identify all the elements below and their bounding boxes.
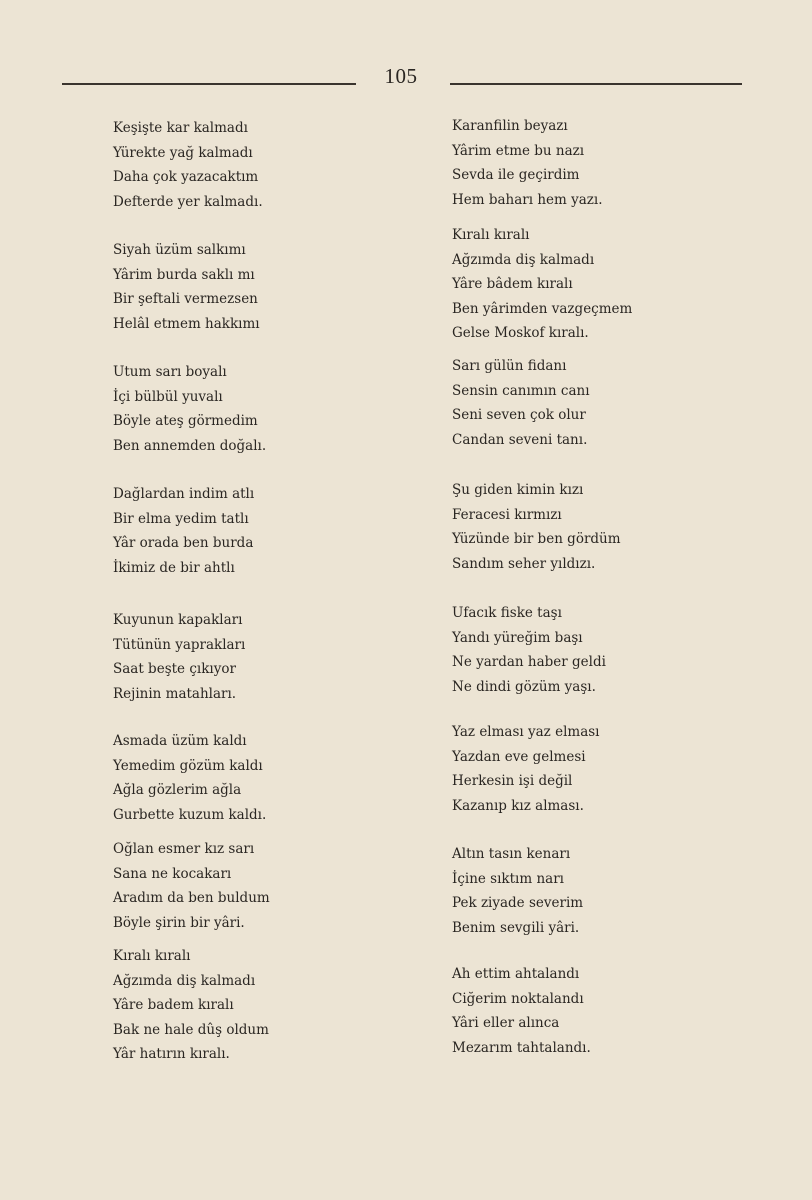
- verse-line: Bak ne hale dûş oldum: [113, 1021, 269, 1038]
- stanza-left-4: [113, 482, 254, 580]
- verse-line: Sana ne kocakarı: [113, 865, 232, 882]
- verse-line: Hem baharı hem yazı.: [452, 191, 603, 208]
- verse-line: Tütünün yaprakları: [113, 636, 246, 653]
- verse-line: Gurbette kuzum kaldı.: [113, 806, 267, 823]
- verse-line: Yazdan eve gelmesi: [452, 748, 586, 765]
- verse-line: Utum sarı boyalı: [113, 364, 227, 380]
- verse-line: Yaz elması yaz elması: [452, 724, 600, 740]
- verse-line: Feracesi kırmızı: [452, 506, 562, 523]
- verse-line: Pek ziyade severim: [452, 895, 584, 911]
- verse-line: Ağzımda diş kalmadı: [113, 972, 256, 989]
- verse-line: Altın tasın kenarı: [452, 846, 571, 862]
- verse-line: Kıralı kıralı: [113, 948, 191, 964]
- verse-line: Candan seveni tanı.: [452, 431, 588, 448]
- verse-line: Ufacık fiske taşı: [452, 605, 562, 621]
- verse-line: İçi bülbül yuvalı: [113, 388, 223, 405]
- verse-line: Yüzünde bir ben gördüm: [452, 531, 621, 547]
- verse-line: Bir elma yedim tatlı: [113, 510, 249, 527]
- verse-line: Sarı gülün fidanı: [452, 358, 567, 374]
- stanza-left-1: [113, 116, 263, 214]
- verse-line: Keşişte kar kalmadı: [113, 120, 248, 136]
- stanza-left-2: [113, 238, 260, 336]
- verse-line: Ağla gözlerim ağla: [113, 782, 242, 798]
- verse-line: Gelse Moskof kıralı.: [452, 325, 589, 341]
- verse-line: Kazanıp kız alması.: [452, 797, 584, 814]
- verse-line: Yemedim gözüm kaldı: [113, 757, 263, 774]
- verse-line: Yâri eller alınca: [452, 1015, 560, 1031]
- stanza-right-1: [452, 114, 603, 212]
- stanza-left-5: [113, 608, 245, 706]
- stanza-right-5: [452, 601, 606, 699]
- stanza-right-6: [452, 720, 600, 818]
- verse-line: İkimiz de bir ahtlı: [113, 559, 235, 576]
- verse-line: Sensin canımın canı: [452, 382, 590, 399]
- header-rule-right: [450, 83, 742, 85]
- verse-line: Bir şeftali vermezsen: [113, 291, 258, 307]
- verse-line: Karanfilin beyazı: [452, 118, 568, 134]
- page-number: 105: [384, 64, 418, 88]
- stanza-right-8: [452, 962, 591, 1060]
- header-rule-left: [62, 83, 356, 85]
- stanza-right-7: [452, 842, 583, 940]
- verse-line: Kuyunun kapakları: [113, 612, 243, 628]
- verse-line: Sandım seher yıldızı.: [452, 555, 596, 572]
- verse-line: Herkesin işi değil: [452, 773, 573, 789]
- verse-line: Böyle ateş görmedim: [113, 413, 258, 429]
- verse-line: Mezarım tahtalandı.: [452, 1039, 591, 1056]
- stanza-left-8: [113, 944, 269, 1067]
- verse-line: Şu giden kimin kızı: [452, 482, 584, 498]
- verse-line: Aradım da ben buldum: [113, 890, 270, 906]
- stanza-left-6: [113, 729, 266, 827]
- verse-line: Kıralı kıralı: [452, 227, 530, 243]
- verse-line: Yâre badem kıralı: [113, 997, 234, 1013]
- stanza-left-3: [113, 360, 266, 458]
- stanza-right-3: [452, 354, 590, 452]
- stanza-left-7: [113, 837, 270, 935]
- verse-line: Benim sevgili yâri.: [452, 919, 580, 936]
- verse-line: Böyle şirin bir yâri.: [113, 914, 245, 931]
- verse-line: Yârim etme bu nazı: [452, 142, 585, 159]
- verse-line: Ah ettim ahtalandı: [452, 966, 580, 982]
- verse-line: Ne yardan haber geldi: [452, 654, 606, 670]
- verse-line: Ben yârimden vazgeçmem: [452, 300, 633, 317]
- verse-line: Yandı yüreğim başı: [452, 629, 583, 646]
- verse-line: Yâre bâdem kıralı: [452, 276, 573, 292]
- verse-line: Siyah üzüm salkımı: [113, 242, 246, 258]
- verse-line: Ağzımda diş kalmadı: [452, 251, 595, 268]
- stanza-right-2: [452, 223, 632, 346]
- verse-line: Seni seven çok olur: [452, 407, 586, 423]
- verse-line: Oğlan esmer kız sarı: [113, 841, 255, 857]
- verse-line: Ciğerim noktalandı: [452, 990, 584, 1007]
- verse-line: Yârim burda saklı mı: [113, 266, 255, 283]
- stanza-right-4: [452, 478, 621, 576]
- verse-line: Daha çok yazacaktım: [113, 169, 259, 185]
- verse-line: Yâr orada ben burda: [113, 535, 254, 551]
- verse-line: Rejinin matahları.: [113, 685, 237, 702]
- verse-line: Yâr hatırın kıralı.: [113, 1046, 230, 1062]
- verse-line: Ben annemden doğalı.: [113, 437, 267, 454]
- verse-line: Dağlardan indim atlı: [113, 486, 255, 502]
- verse-line: İçine sıktım narı: [452, 870, 564, 887]
- verse-line: Ne dindi gözüm yaşı.: [452, 678, 596, 695]
- verse-line: Yürekte yağ kalmadı: [113, 144, 253, 161]
- verse-line: Asmada üzüm kaldı: [113, 733, 247, 749]
- verse-line: Helâl etmem hakkımı: [113, 315, 260, 332]
- verse-line: Saat beşte çıkıyor: [113, 661, 236, 677]
- verse-line: Sevda ile geçirdim: [452, 167, 580, 183]
- verse-line: Defterde yer kalmadı.: [113, 193, 263, 210]
